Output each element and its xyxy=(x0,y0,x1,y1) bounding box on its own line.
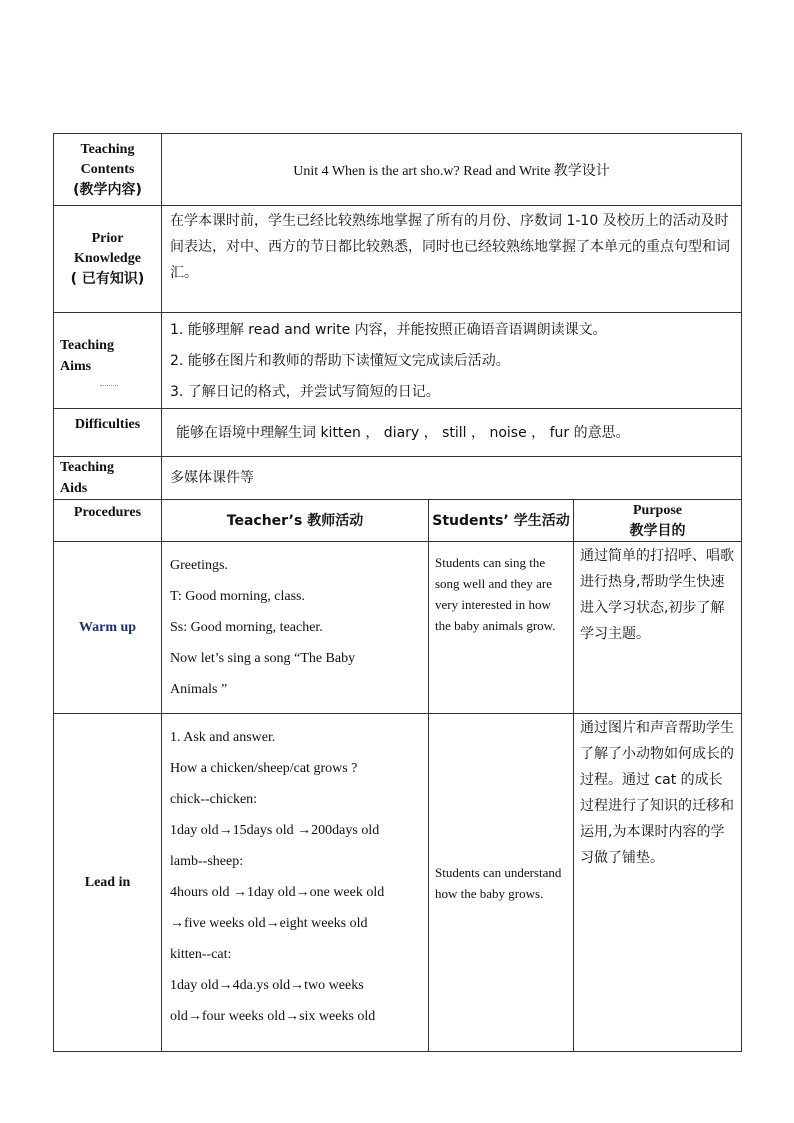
aim-item: 1. 能够理解 read and write 内容，并能按照正确语音语调朗读课文。 xyxy=(170,322,607,338)
lesson-plan-table xyxy=(53,133,742,1052)
procedures-header-row xyxy=(54,500,742,542)
teacher-header: Teacher’s 教师活动 xyxy=(162,500,429,542)
lead-in-purpose: 通过图片和声音帮助学生了解了小动物如何成长的过程。通过 cat 的成长过程进行了知识的迁移和运用,为本课时内容的学习做了铺垫。 xyxy=(574,714,742,1052)
purpose-header: Purpose 教学目的 xyxy=(574,500,742,542)
aids-row xyxy=(54,457,742,500)
prior-label: Prior Knowledge ( 已有知识) xyxy=(54,206,162,313)
warm-up-purpose: 通过简单的打招呼、唱歌进行热身,帮助学生快速进入学习状态,初步了解学习主题。 xyxy=(574,542,742,714)
aids-label: Teaching Aids xyxy=(54,457,162,500)
warm-up-teacher xyxy=(162,542,429,714)
warm-up-label: Warm up xyxy=(54,542,162,714)
teacher-line: How a chicken/sheep/cat grows ? xyxy=(170,761,358,776)
teacher-line: 1day old→15days old →200days old xyxy=(170,823,380,838)
difficulties-label: Difficulties xyxy=(54,409,162,457)
aims-row xyxy=(54,313,742,409)
teacher-line: →five weeks old→eight weeks old xyxy=(170,916,368,931)
aim-item: 2. 能够在图片和教师的帮助下读懂短文完成读后活动。 xyxy=(170,353,510,369)
teacher-line: 1. Ask and answer. xyxy=(170,730,276,745)
teacher-line: Now let’s sing a song “The Baby xyxy=(170,651,356,666)
teacher-line: kitten--cat: xyxy=(170,947,232,962)
students-header: Students’ 学生活动 xyxy=(429,500,574,542)
prior-row xyxy=(54,206,742,313)
contents-label: Teaching Contents (教学内容) xyxy=(54,134,162,206)
lesson-title: Unit 4 When is the art sho.w? Read and Write 教学设计 xyxy=(162,134,742,206)
aim-item: 3. 了解日记的格式，并尝试写简短的日记。 xyxy=(170,384,440,400)
warm-up-students: Students can sing the song well and they are very interested in how the baby animals grow. xyxy=(429,542,574,714)
difficulties-row xyxy=(54,409,742,457)
teacher-line: 1day old→4da.ys old→two weeks xyxy=(170,978,364,993)
dotted-mark xyxy=(100,385,118,386)
teacher-line: Animals ” xyxy=(170,682,228,697)
lead-in-row xyxy=(54,714,742,1052)
teacher-line: 4hours old →1day old→one week old xyxy=(170,885,385,900)
aids-text: 多媒体课件等 xyxy=(162,457,742,500)
teacher-line: Ss: Good morning, teacher. xyxy=(170,620,323,635)
lead-in-teacher xyxy=(162,714,429,1052)
prior-text: 在学本课时前，学生已经比较熟练地掌握了所有的月份、序数词 1-10 及校历上的活动及时间表达，对中、西方的节日都比较熟悉，同时也已经较熟练地掌握了本单元的重点句型和词汇。 xyxy=(162,206,742,313)
teacher-line: Greetings. xyxy=(170,558,228,573)
aims-label: Teaching Aims xyxy=(54,313,162,409)
lead-in-label: Lead in xyxy=(54,714,162,1052)
contents-row xyxy=(54,134,742,206)
teacher-line: old→four weeks old→six weeks old xyxy=(170,1009,376,1024)
teacher-line: T: Good morning, class. xyxy=(170,589,306,604)
teacher-line: lamb--sheep: xyxy=(170,854,244,869)
lead-in-students: Students can understand how the baby grows. xyxy=(429,714,574,1052)
procedures-label: Procedures xyxy=(54,500,162,542)
warm-up-row xyxy=(54,542,742,714)
difficulties-text: 能够在语境中理解生词 kitten ， diary ， still ， noise ， fur 的意思。 xyxy=(162,409,742,457)
teacher-line: chick--chicken: xyxy=(170,792,258,807)
aims-list xyxy=(162,313,742,409)
